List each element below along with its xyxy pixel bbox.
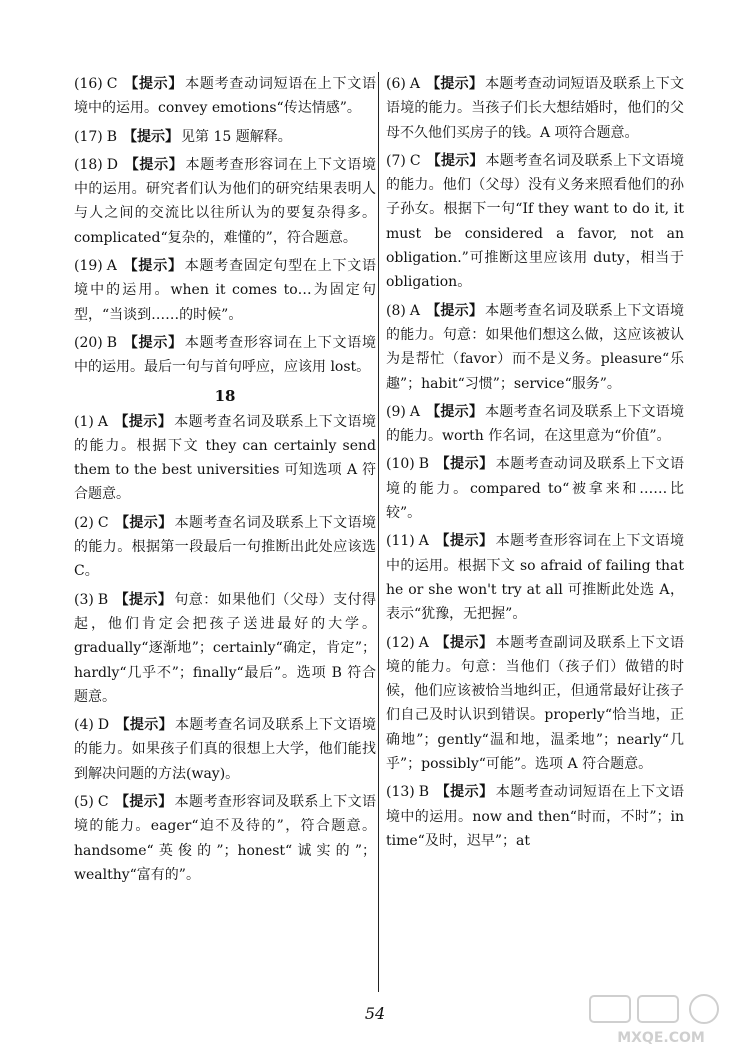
- hint-tag: 【提示】: [425, 76, 484, 92]
- page-number: 54: [364, 1004, 386, 1023]
- hint-tag: 【提示】: [114, 591, 173, 608]
- answer-letter: B: [106, 128, 118, 145]
- hint-tag: 【提示】: [435, 784, 494, 801]
- answer-item: [74, 331, 376, 380]
- answer-letter: A: [418, 533, 429, 550]
- question-number: (20): [74, 334, 103, 351]
- question-number: (13): [386, 784, 415, 801]
- answer-letter: A: [97, 413, 108, 430]
- answer-letter: B: [418, 456, 430, 473]
- question-number: (6): [386, 76, 406, 92]
- answer-item: [386, 299, 684, 396]
- question-number: (8): [386, 302, 406, 319]
- explanation-text: 本题考查名词及联系上下文语境的能力。worth 作名词，在这里意为“价值”。: [386, 403, 685, 445]
- answer-item: [386, 400, 684, 449]
- answer-item: [74, 254, 376, 327]
- answer-item: [74, 511, 376, 584]
- answer-item: [74, 125, 376, 149]
- explanation-text: 本题考查动词短语及联系上下文语境的能力。当孩子们长大想结婚时，他们的父母不久他们买房子的钱。A 项符合题意。: [386, 76, 685, 141]
- answer-item: [74, 588, 376, 709]
- answer-letter: D: [106, 156, 118, 173]
- explanation-text: 句意：如果他们（父母）支付得起，他们肯定会把孩子送进最好的大学。gradually“逐渐地”；certainly“确定，肯定”；hardly“几乎不”；finally“最后”。选项 B 符合题意。: [74, 591, 377, 705]
- explanation-text: 本题考查形容词及联系上下文语境的能力。eager“迫不及待的”，符合题意。handsome“英俊的”；honest“诚实的”；wealthy“富有的”。: [74, 794, 377, 883]
- answer-letter: B: [106, 334, 118, 351]
- section-title: 18: [214, 386, 236, 405]
- answer-letter: A: [106, 258, 117, 275]
- explanation-text: 本题考查动词短语在上下文语境中的运用。convey emotions“传达情感”。: [74, 76, 377, 117]
- answer-item: [386, 780, 684, 853]
- question-number: (2): [74, 514, 94, 531]
- answer-letter: C: [106, 76, 118, 92]
- answer-item: [74, 153, 376, 250]
- question-number: (18): [74, 156, 103, 173]
- column-divider: [378, 72, 379, 992]
- question-number: (16): [74, 76, 103, 92]
- explanation-text: 本题考查副词及联系上下文语境的能力。句意：当他们（孩子们）做错的时候，他们应该被恰当地纠正，但通常最好让孩子们自己及时认识到错误。properly“恰当地，正确地”；gently“温和地，温柔地”；nearly“几乎”；possibly“可能”。选项 A 符合题意。: [386, 634, 685, 773]
- question-number: (3): [74, 591, 94, 608]
- explanation-text: 本题考查名词及联系上下文语境的能力。句意：如果他们想这么做，这应该被认为是帮忙（favor）而不是义务。pleasure“乐趣”；habit“习惯”；service“服务”。: [386, 302, 685, 392]
- answer-item: [386, 452, 684, 525]
- answer-letter: B: [97, 591, 109, 608]
- hint-tag: 【提示】: [425, 403, 484, 420]
- hint-tag: 【提示】: [434, 533, 494, 550]
- watermark-text: MXQE.COM: [617, 1030, 705, 1046]
- explanation-text: 本题考查动词短语在上下文语境中的运用。now and then“时而，不时”；in time“及时，迟早”；at: [386, 784, 685, 849]
- answer-letter: D: [97, 717, 110, 734]
- answer-letter: C: [409, 152, 421, 169]
- answer-letter: C: [97, 794, 109, 811]
- question-number: (19): [74, 258, 103, 275]
- explanation-text: 本题考查形容词在上下文语境中的运用。研究者们认为他们的研究结果表明人与人之间的交流比以往所认为的要复杂得多。complicated“复杂的，难懂的”，符合题意。: [74, 156, 377, 246]
- hint-tag: 【提示】: [425, 302, 484, 319]
- question-number: (1): [74, 413, 94, 430]
- hint-tag: 【提示】: [123, 128, 180, 145]
- left-column: [74, 72, 376, 891]
- explanation-text: 本题考查固定句型在上下文语境中的运用。when it comes to…为固定句型，“当谈到……的时候”。: [74, 258, 377, 323]
- hint-tag: 【提示】: [123, 156, 184, 173]
- question-number: (17): [74, 128, 103, 145]
- explanation-text: 本题考查名词及联系上下文语境的能力。根据下文 they can certainly send them to the best universities 可知选项 A 符合题意。: [74, 413, 377, 503]
- hint-tag: 【提示】: [435, 456, 494, 473]
- question-number: (9): [386, 403, 406, 420]
- answer-item: [74, 713, 376, 786]
- question-number: (4): [74, 717, 94, 734]
- explanation-text: 见第 15 题解释。: [181, 128, 292, 145]
- answer-item: [74, 72, 376, 121]
- hint-tag: 【提示】: [115, 717, 174, 734]
- question-number: (12): [386, 634, 415, 651]
- explanation-text: 本题考查形容词在上下文语境中的运用。根据下文 so afraid of failing that he or she won't try at all 可推断此处选 A，表示“犹豫，无把握”。: [386, 533, 685, 623]
- answer-item: [386, 529, 684, 626]
- explanation-text: 本题考查名词及联系上下文语境的能力。如果孩子们真的很想上大学，他们能找到解决问题的方法(way)。: [74, 717, 377, 782]
- watermark-logo-icon: [586, 990, 736, 1048]
- question-number: (11): [386, 533, 415, 550]
- hint-tag: 【提示】: [114, 794, 173, 811]
- hint-tag: 【提示】: [123, 334, 183, 351]
- answer-item: [74, 790, 376, 887]
- answer-item: [386, 631, 684, 777]
- question-number: (5): [74, 794, 94, 811]
- answer-letter: A: [409, 302, 420, 319]
- explanation-text: 本题考查名词及联系上下文语境的能力。根据第一段最后一句推断出此处应该选 C。: [74, 514, 377, 580]
- answer-letter: B: [418, 784, 430, 801]
- right-column: [386, 72, 684, 857]
- hint-tag: 【提示】: [123, 76, 184, 92]
- answer-item: [386, 72, 684, 145]
- explanation-text: 本题考查动词及联系上下文语境的能力。compared to“被拿来和……比较”。: [386, 456, 685, 522]
- answer-letter: A: [409, 403, 420, 420]
- answer-letter: A: [409, 76, 420, 92]
- answer-item: [386, 149, 684, 295]
- hint-tag: 【提示】: [426, 152, 484, 169]
- answer-letter: C: [97, 514, 109, 531]
- hint-tag: 【提示】: [434, 634, 494, 651]
- question-number: (7): [386, 152, 406, 169]
- hint-tag: 【提示】: [114, 514, 173, 531]
- answer-letter: A: [418, 634, 429, 651]
- explanation-text: 本题考查形容词在上下文语境中的运用。最后一句与首句呼应，应该用 lost。: [74, 334, 377, 376]
- hint-tag: 【提示】: [113, 413, 173, 430]
- question-number: (10): [386, 456, 415, 473]
- hint-tag: 【提示】: [122, 258, 183, 275]
- answer-item: [74, 410, 376, 507]
- explanation-text: 本题考查名词及联系上下文语境的能力。他们（父母）没有义务来照看他们的孙子孙女。根据下一句“If they want to do it, it must be considered a favor, not an obligation.”可推断这里应该用 duty，相当于 obligation。: [386, 152, 685, 291]
